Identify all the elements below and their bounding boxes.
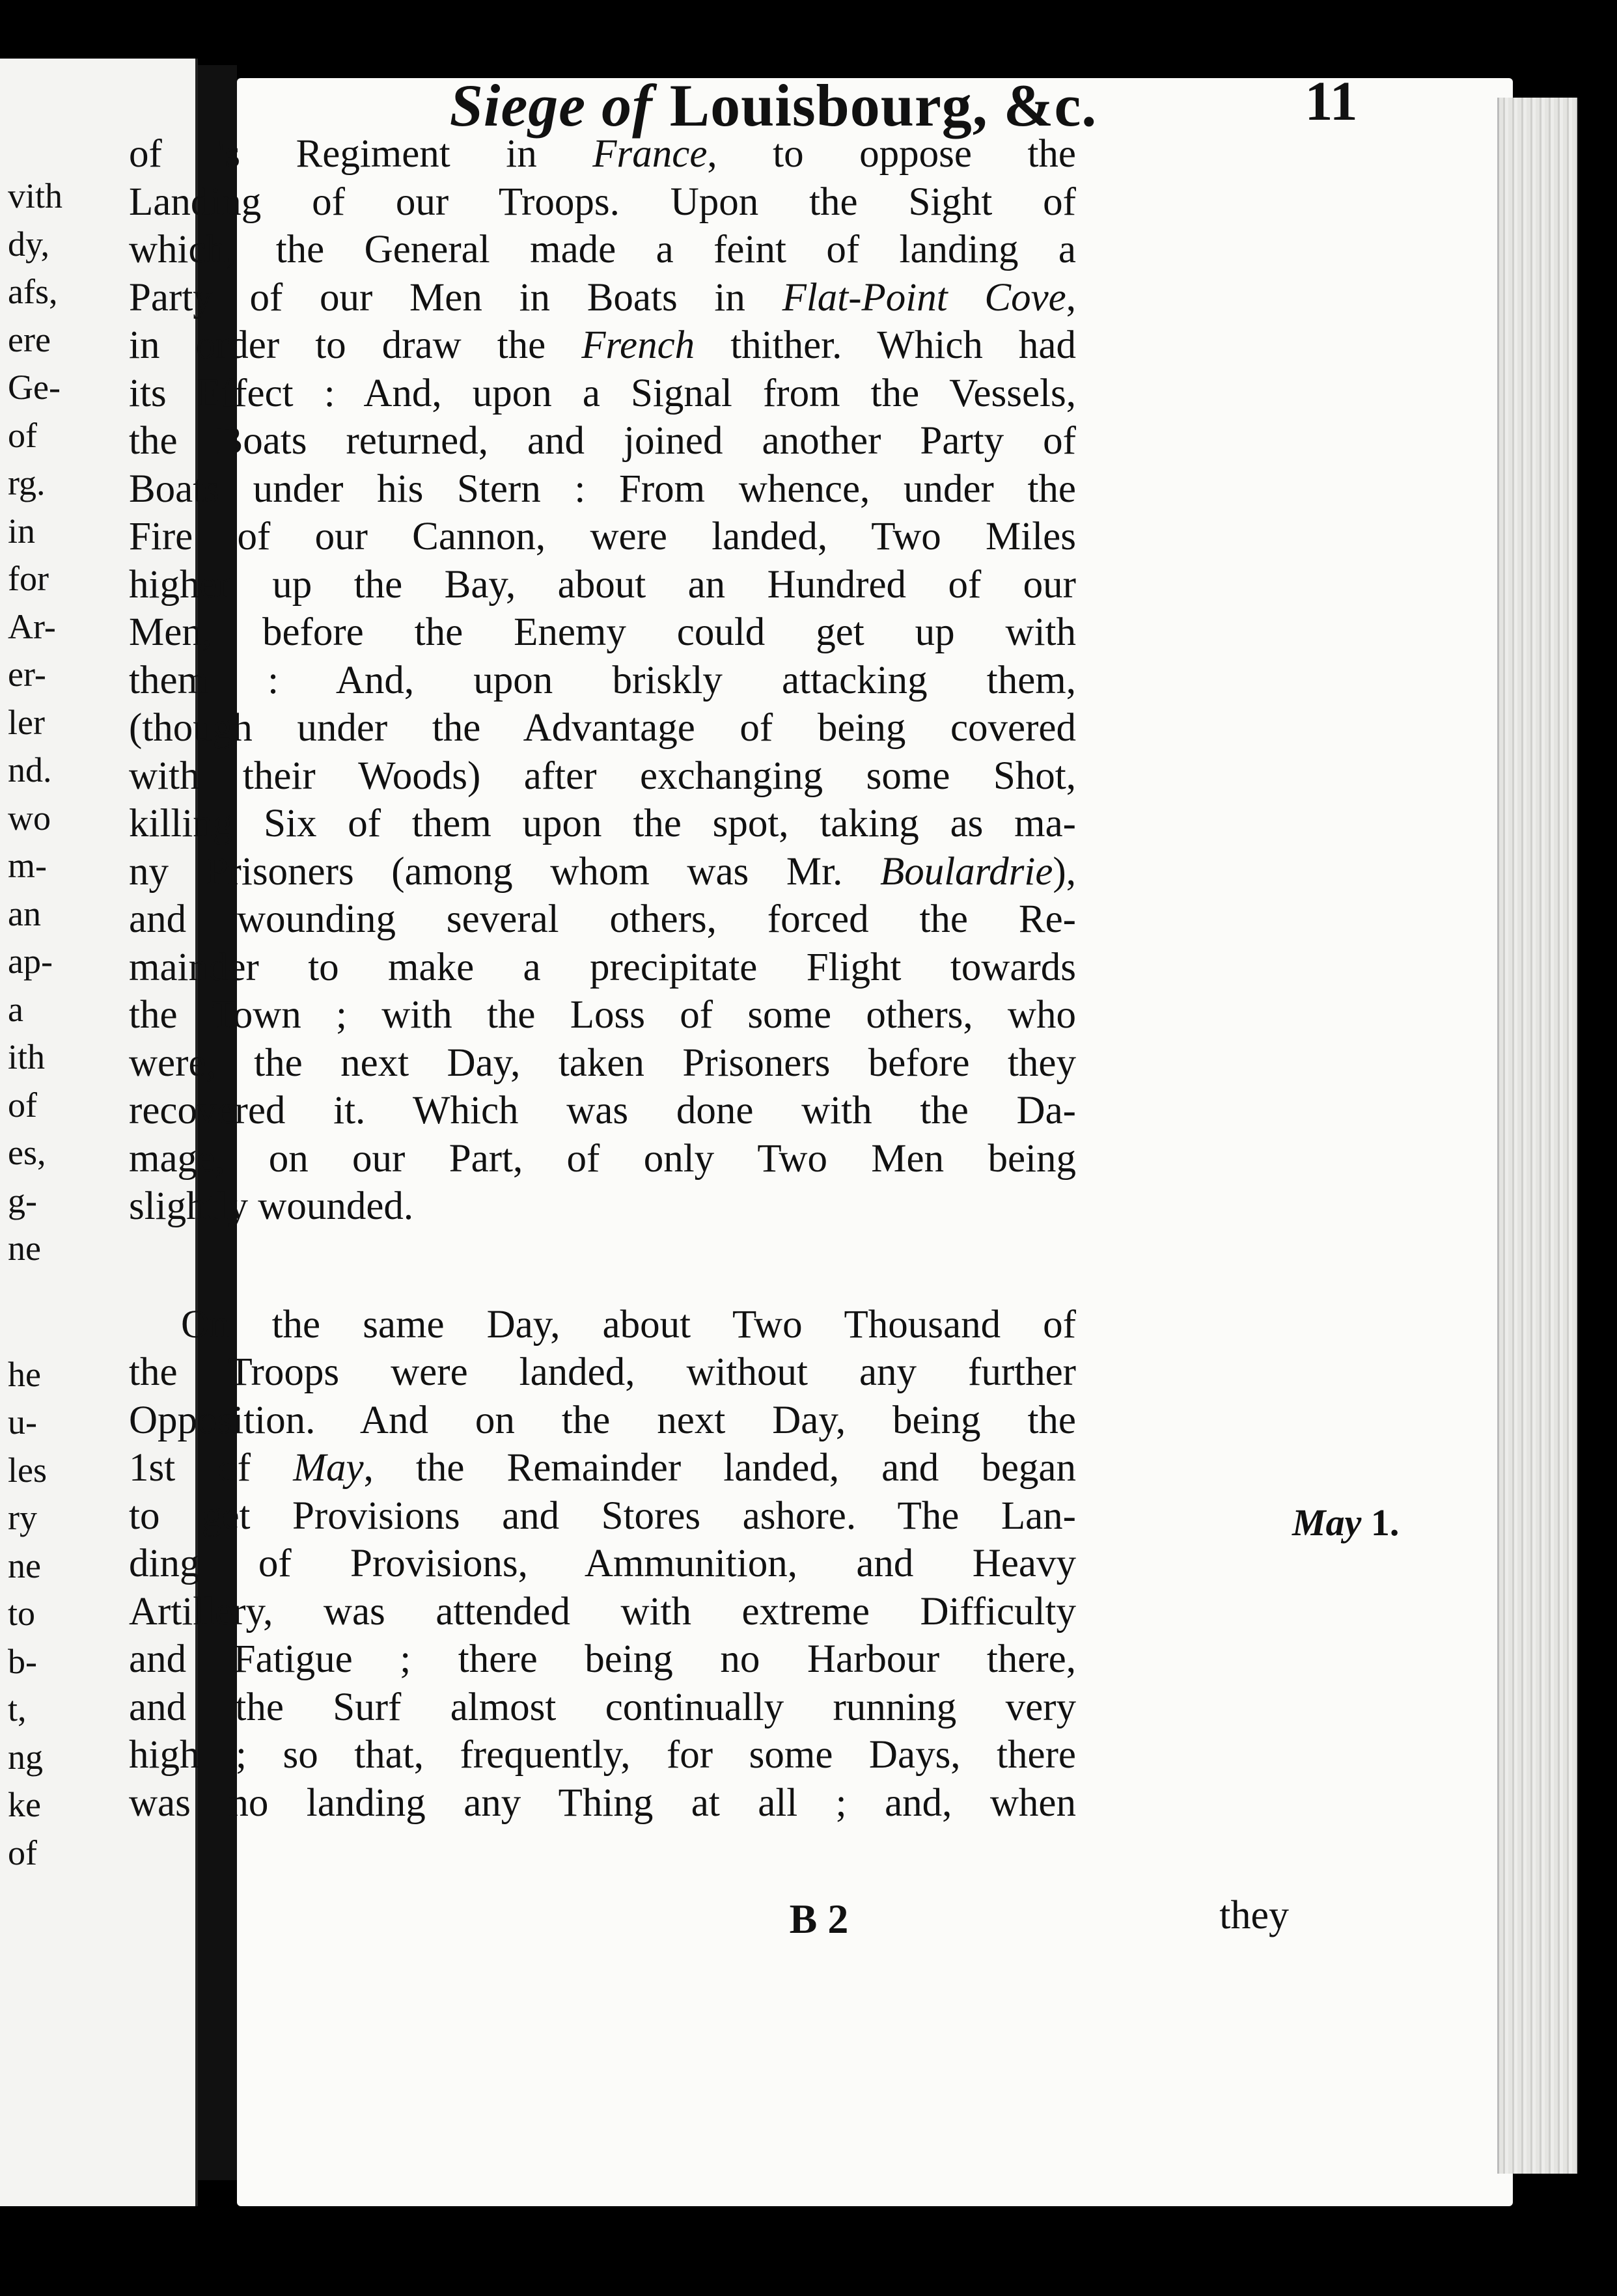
text-line: Artillery, was attended with extreme Difficulty bbox=[129, 1589, 1076, 1633]
text-line: killing Six of them upon the spot, taking as ma- bbox=[129, 802, 1076, 845]
left-line-fragment: of bbox=[8, 1085, 37, 1125]
text-line: was no landing any Thing at all ; and, when bbox=[129, 1781, 1076, 1825]
text-line: Party of our Men in Boats in Flat-Point Cove, bbox=[129, 275, 1076, 320]
body-text bbox=[129, 130, 1076, 1827]
running-head bbox=[259, 49, 1288, 140]
text-line: of 's Regiment in France, to oppose the bbox=[129, 132, 1076, 176]
text-line: Men, before the Enemy could get up with bbox=[129, 610, 1076, 654]
left-line-fragment: ry bbox=[8, 1498, 37, 1537]
catchword: they bbox=[1219, 1893, 1289, 1937]
left-line-fragment: ler bbox=[8, 702, 45, 742]
running-head-italic: Siege of bbox=[449, 72, 653, 139]
margin-note bbox=[1292, 1501, 1429, 1544]
left-line-fragment: vith bbox=[8, 176, 63, 215]
left-line-fragment: ke bbox=[8, 1785, 41, 1824]
left-line-fragment: dy, bbox=[8, 224, 49, 264]
left-line-fragment: nd. bbox=[8, 750, 52, 789]
paragraph-gap bbox=[129, 1231, 1076, 1301]
text-line: the Troops were landed, without any further bbox=[129, 1350, 1076, 1394]
left-line-fragment: rg. bbox=[8, 463, 46, 502]
text-line: Fire of our Cannon, were landed, Two Miles bbox=[129, 515, 1076, 558]
left-line-fragment: u- bbox=[8, 1402, 37, 1442]
left-line-fragment: an bbox=[8, 894, 41, 933]
text-line: with their Woods) after exchanging some Shot, bbox=[129, 754, 1076, 798]
left-line-fragment: g- bbox=[8, 1181, 37, 1220]
left-line-fragment: ith bbox=[8, 1037, 46, 1076]
left-line-fragment: er- bbox=[8, 655, 46, 694]
left-line-fragment: ere bbox=[8, 320, 51, 359]
text-line: and the Surf almost continually running very bbox=[129, 1685, 1076, 1729]
left-line-fragment: t, bbox=[8, 1689, 27, 1729]
page-edges bbox=[1497, 98, 1577, 2174]
left-line-fragment: afs, bbox=[8, 272, 58, 311]
margin-note-day: 1. bbox=[1370, 1501, 1400, 1544]
text-line: ding of Provisions, Ammunition, and Heavy bbox=[129, 1542, 1076, 1585]
text-line: ny Prisoners (among whom was Mr. Boulardrie), bbox=[129, 849, 1076, 894]
page-number: 11 bbox=[1305, 70, 1358, 132]
left-line-fragment: a bbox=[8, 989, 23, 1029]
margin-note-month: May bbox=[1292, 1501, 1362, 1544]
text-line: high ; so that, frequently, for some Days, there bbox=[129, 1733, 1076, 1777]
left-line-fragment: wo bbox=[8, 798, 51, 838]
text-line: mainder to make a precipitate Flight towards bbox=[129, 945, 1076, 989]
text-line: slightly wounded. bbox=[129, 1184, 414, 1228]
left-line-fragment: he bbox=[8, 1354, 41, 1394]
text-line: mage, on our Part, of only Two Men being bbox=[129, 1136, 1076, 1181]
running-head-title: Louisbourg, &c. bbox=[669, 72, 1098, 139]
left-line-fragment: in bbox=[8, 511, 36, 551]
text-line: to get Provisions and Stores ashore. The Lan- bbox=[129, 1494, 1076, 1538]
text-line: its Effect : And, upon a Signal from the Vessels, bbox=[129, 371, 1076, 415]
left-line-fragment: ng bbox=[8, 1737, 43, 1777]
text-line: and Fatigue ; there being no Harbour there, bbox=[129, 1637, 1076, 1681]
text-line: recovered it. Which was done with the Da- bbox=[129, 1089, 1076, 1132]
text-line: (though under the Advantage of being covered bbox=[129, 706, 1076, 750]
text-line: them : And, upon briskly attacking them, bbox=[129, 658, 1076, 702]
signature-mark: B 2 bbox=[789, 1896, 849, 1942]
text-line: and wounding several others, forced the Re- bbox=[129, 897, 1076, 941]
left-line-fragment: les bbox=[8, 1450, 47, 1490]
left-line-fragment: ap- bbox=[8, 942, 53, 981]
text-line: Boats under his Stern : From whence, under the bbox=[129, 467, 1076, 511]
text-line: the Town ; with the Loss of some others, who bbox=[129, 993, 1076, 1037]
left-line-fragment: to bbox=[8, 1594, 36, 1633]
left-line-fragment: ne bbox=[8, 1546, 41, 1585]
text-line: Landing of our Troops. Upon the Sight of bbox=[129, 180, 1076, 224]
left-line-fragment: of bbox=[8, 1833, 37, 1872]
left-line-fragment: for bbox=[8, 559, 49, 598]
left-line-fragment: es, bbox=[8, 1133, 46, 1172]
text-line: in order to draw the French thither. Which had bbox=[129, 323, 1077, 367]
text-line: were, the next Day, taken Prisoners before they bbox=[129, 1041, 1076, 1085]
text-line: 1st of May, the Remainder landed, and began bbox=[129, 1446, 1076, 1490]
text-line: On the same Day, about Two Thousand of bbox=[181, 1302, 1076, 1346]
left-line-fragment: of bbox=[8, 415, 37, 455]
left-line-fragment: Ar- bbox=[8, 607, 56, 646]
text-line: the Boats returned, and joined another Party of bbox=[129, 419, 1076, 463]
text-line: which, the General made a feint of landing a bbox=[129, 228, 1076, 271]
text-line: Opposition. And on the next Day, being the bbox=[129, 1398, 1076, 1442]
left-line-fragment: b- bbox=[8, 1641, 37, 1681]
left-line-fragment: m- bbox=[8, 846, 47, 885]
left-line-fragment: Ge- bbox=[8, 368, 61, 407]
left-line-fragment: ne bbox=[8, 1229, 41, 1268]
text-line: higher up the Bay, about an Hundred of our bbox=[129, 562, 1076, 607]
